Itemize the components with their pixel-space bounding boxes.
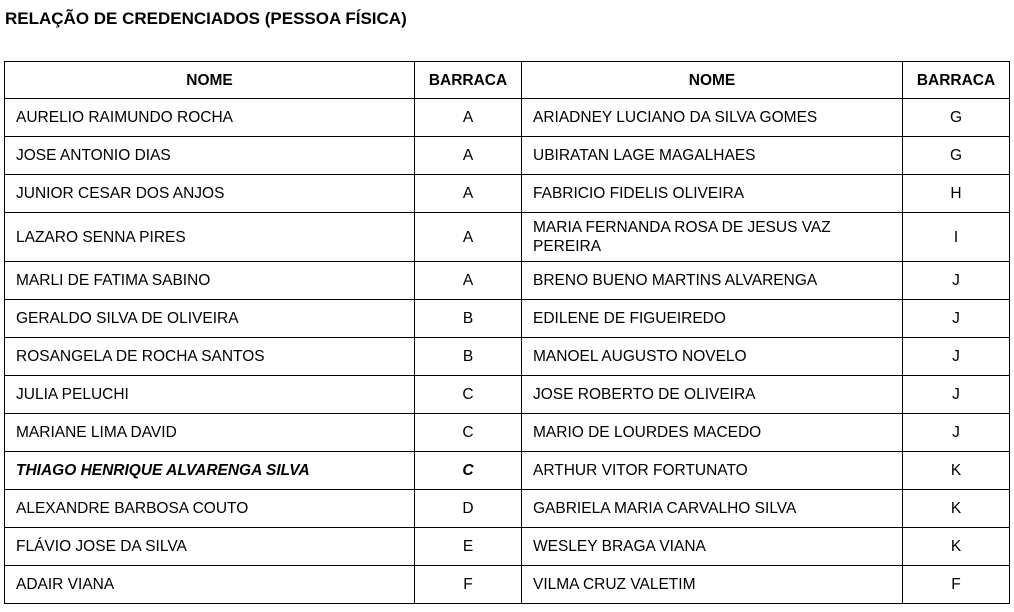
- right-barraca-cell: K: [903, 452, 1010, 490]
- left-barraca-cell: A: [415, 213, 522, 262]
- right-barraca-cell: J: [903, 300, 1010, 338]
- left-barraca-cell: B: [415, 300, 522, 338]
- column-header-nome-left: NOME: [5, 62, 415, 99]
- left-barraca-cell: E: [415, 528, 522, 566]
- left-name-cell: MARIANE LIMA DAVID: [5, 414, 415, 452]
- left-name-cell: GERALDO SILVA DE OLIVEIRA: [5, 300, 415, 338]
- left-barraca-cell: C: [415, 414, 522, 452]
- right-barraca-cell: G: [903, 99, 1010, 137]
- document-title: RELAÇÃO DE CREDENCIADOS (PESSOA FÍSICA): [5, 9, 407, 28]
- column-header-barraca-left: BARRACA: [415, 62, 522, 99]
- left-name-cell: ROSANGELA DE ROCHA SANTOS: [5, 338, 415, 376]
- table-row: [5, 376, 1010, 414]
- right-name-cell: MANOEL AUGUSTO NOVELO: [522, 338, 903, 376]
- right-name-cell: ARIADNEY LUCIANO DA SILVA GOMES: [522, 99, 903, 137]
- credentials-table: [4, 61, 1010, 604]
- left-barraca-cell: A: [415, 99, 522, 137]
- left-name-cell: THIAGO HENRIQUE ALVARENGA SILVA: [5, 452, 415, 490]
- right-name-cell: JOSE ROBERTO DE OLIVEIRA: [522, 376, 903, 414]
- table-row: [5, 338, 1010, 376]
- right-name-cell: UBIRATAN LAGE MAGALHAES: [522, 137, 903, 175]
- table-row: [5, 528, 1010, 566]
- right-barraca-cell: J: [903, 262, 1010, 300]
- table-row: [5, 99, 1010, 137]
- right-barraca-cell: I: [903, 213, 1010, 262]
- right-name-cell: MARIO DE LOURDES MACEDO: [522, 414, 903, 452]
- right-name-cell: ARTHUR VITOR FORTUNATO: [522, 452, 903, 490]
- right-name-cell: WESLEY BRAGA VIANA: [522, 528, 903, 566]
- left-barraca-cell: C: [415, 376, 522, 414]
- column-header-barraca-right: BARRACA: [903, 62, 1010, 99]
- table-header-row: [5, 62, 1010, 99]
- left-barraca-cell: A: [415, 137, 522, 175]
- right-name-cell: FABRICIO FIDELIS OLIVEIRA: [522, 175, 903, 213]
- right-barraca-cell: J: [903, 414, 1010, 452]
- left-name-cell: MARLI DE FATIMA SABINO: [5, 262, 415, 300]
- table-row: [5, 137, 1010, 175]
- table-row: [5, 490, 1010, 528]
- left-name-cell: JUNIOR CESAR DOS ANJOS: [5, 175, 415, 213]
- left-barraca-cell: A: [415, 262, 522, 300]
- left-name-cell: JOSE ANTONIO DIAS: [5, 137, 415, 175]
- right-barraca-cell: G: [903, 137, 1010, 175]
- right-barraca-cell: K: [903, 490, 1010, 528]
- right-barraca-cell: J: [903, 338, 1010, 376]
- left-name-cell: AURELIO RAIMUNDO ROCHA: [5, 99, 415, 137]
- right-barraca-cell: J: [903, 376, 1010, 414]
- table-row: [5, 452, 1010, 490]
- right-barraca-cell: K: [903, 528, 1010, 566]
- table-row: [5, 262, 1010, 300]
- left-barraca-cell: B: [415, 338, 522, 376]
- table-row: [5, 213, 1010, 262]
- left-name-cell: ADAIR VIANA: [5, 566, 415, 604]
- right-name-cell: MARIA FERNANDA ROSA DE JESUS VAZ PEREIRA: [522, 213, 903, 262]
- left-name-cell: LAZARO SENNA PIRES: [5, 213, 415, 262]
- left-barraca-cell: A: [415, 175, 522, 213]
- left-name-cell: FLÁVIO JOSE DA SILVA: [5, 528, 415, 566]
- column-header-nome-right: NOME: [522, 62, 903, 99]
- right-barraca-cell: H: [903, 175, 1010, 213]
- left-barraca-cell: C: [415, 452, 522, 490]
- left-name-cell: JULIA PELUCHI: [5, 376, 415, 414]
- left-barraca-cell: F: [415, 566, 522, 604]
- right-name-cell: EDILENE DE FIGUEIREDO: [522, 300, 903, 338]
- right-name-cell: VILMA CRUZ VALETIM: [522, 566, 903, 604]
- left-barraca-cell: D: [415, 490, 522, 528]
- right-name-cell: BRENO BUENO MARTINS ALVARENGA: [522, 262, 903, 300]
- right-barraca-cell: F: [903, 566, 1010, 604]
- table-row: [5, 175, 1010, 213]
- table-row: [5, 566, 1010, 604]
- left-name-cell: ALEXANDRE BARBOSA COUTO: [5, 490, 415, 528]
- table-row: [5, 300, 1010, 338]
- table-row: [5, 414, 1010, 452]
- right-name-cell: GABRIELA MARIA CARVALHO SILVA: [522, 490, 903, 528]
